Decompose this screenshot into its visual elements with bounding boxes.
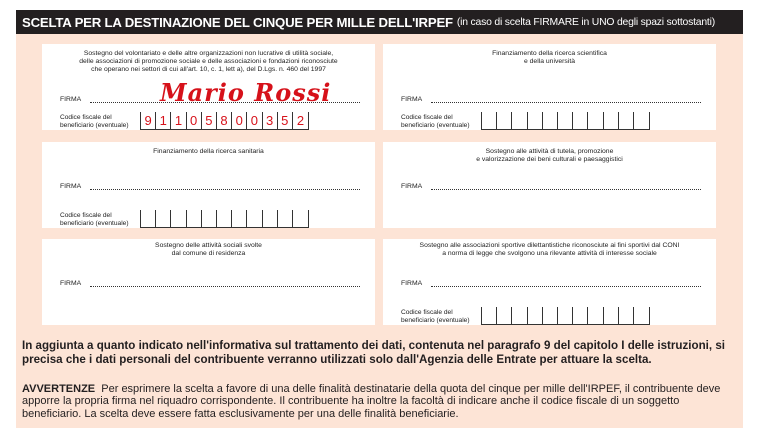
cf-digit-cell[interactable]: 1 bbox=[171, 112, 186, 130]
cf-digit-cell[interactable]: 3 bbox=[263, 112, 278, 130]
cf-digit-cell[interactable] bbox=[512, 112, 527, 130]
cf-digit-cell[interactable]: 1 bbox=[156, 112, 171, 130]
cf-digit-cell[interactable] bbox=[604, 112, 619, 130]
box-volontariato bbox=[42, 44, 375, 130]
signature-mario-rossi: Mario Rossi bbox=[160, 78, 332, 107]
box-sportive bbox=[383, 239, 716, 325]
firma-signature-field[interactable] bbox=[90, 286, 360, 287]
cf-label bbox=[401, 309, 470, 325]
cf-digit-cell[interactable] bbox=[293, 210, 308, 228]
cf-digit-cell[interactable]: 5 bbox=[202, 112, 217, 130]
firma-label: FIRMA bbox=[401, 183, 423, 190]
title-line: e della università bbox=[523, 58, 575, 66]
firma-signature-field[interactable] bbox=[431, 189, 701, 190]
firma-signature-field[interactable] bbox=[431, 286, 701, 287]
cf-label-line2: beneficiario (eventuale) bbox=[60, 121, 129, 129]
firma-label: FIRMA bbox=[401, 280, 423, 287]
box-attivita-sociali bbox=[42, 239, 375, 325]
box-ricerca-sanitaria-title bbox=[42, 148, 375, 156]
title-line: e valorizzazione dei beni culturali e paesaggistici bbox=[476, 156, 623, 164]
cf-label-line1: Codice fiscale del bbox=[401, 309, 453, 316]
cf-label-line2: beneficiario (eventuale) bbox=[401, 316, 470, 324]
title-line: delle associazioni di promozione sociale e delle associazioni e fondazioni riconosciute bbox=[79, 58, 338, 66]
cf-digit-cell[interactable] bbox=[558, 307, 573, 325]
cf-digit-cell[interactable] bbox=[543, 307, 558, 325]
cf-digit-cell[interactable] bbox=[619, 307, 634, 325]
box-ricerca-sanitaria bbox=[42, 142, 375, 228]
cf-digit-cell[interactable] bbox=[171, 210, 186, 228]
box-beni-culturali bbox=[383, 142, 716, 228]
cf-digit-cell[interactable] bbox=[278, 210, 293, 228]
form-header bbox=[16, 10, 743, 34]
cf-digit-cell[interactable] bbox=[634, 112, 649, 130]
cf-digit-cell[interactable] bbox=[528, 112, 543, 130]
cf-digit-cell[interactable] bbox=[634, 307, 649, 325]
cf-digit-cell[interactable] bbox=[543, 112, 558, 130]
cf-digit-cell[interactable] bbox=[604, 307, 619, 325]
title-line: Sostegno alle attività di tutela, promozione bbox=[485, 148, 614, 155]
cf-digit-cell[interactable] bbox=[202, 210, 217, 228]
title-line: Sostegno del volontariato e delle altre organizzazioni non lucrative di utilità sociale, bbox=[83, 50, 334, 57]
cf-digit-cell[interactable]: 5 bbox=[278, 112, 293, 130]
form-page bbox=[16, 10, 743, 428]
cf-digit-cell[interactable] bbox=[187, 210, 202, 228]
cf-digit-cell[interactable] bbox=[512, 307, 527, 325]
cf-label bbox=[60, 212, 129, 228]
privacy-note: In aggiunta a quanto indicato nell'informativa sul trattamento dei dati, contenuta nel paragrafo 9 del capitolo I delle istruzioni, si precisa che i dati personali del contribuente verranno utilizzati solo dall'Agenzia delle Entrate per attuare la scelta. bbox=[22, 339, 725, 366]
box-ricerca-scientifica-title bbox=[383, 50, 716, 66]
cf-digit-cell[interactable] bbox=[141, 210, 156, 228]
box-attivita-sociali-title bbox=[42, 242, 375, 258]
firma-label: FIRMA bbox=[60, 96, 82, 103]
cf-digit-cell[interactable] bbox=[497, 307, 512, 325]
title-line: Finanziamento della ricerca scientifica bbox=[492, 50, 607, 57]
cf-label-line2: beneficiario (eventuale) bbox=[401, 121, 470, 129]
codice-fiscale-input[interactable] bbox=[140, 210, 309, 228]
firma-signature-field[interactable] bbox=[90, 189, 360, 190]
title-line: Sostegno alle associazioni sportive dilettantistiche riconosciute ai fini sportivi dal CONI bbox=[419, 242, 680, 249]
cf-digit-cell[interactable] bbox=[482, 112, 497, 130]
box-sportive-title bbox=[383, 242, 716, 258]
cf-digit-cell[interactable] bbox=[482, 307, 497, 325]
cf-digit-cell[interactable]: 0 bbox=[247, 112, 262, 130]
cf-label bbox=[401, 114, 470, 130]
cf-label bbox=[60, 114, 129, 130]
cf-digit-cell[interactable] bbox=[497, 112, 512, 130]
codice-fiscale-input[interactable] bbox=[481, 112, 650, 130]
title-line: Sostegno delle attività sociali svolte bbox=[155, 242, 262, 249]
warning-note bbox=[22, 383, 737, 420]
title-line: che operano nei settori di cui all'art. 10, c. 1, lett a), del D.Lgs. n. 460 del 1997 bbox=[91, 66, 326, 74]
cf-label-line1: Codice fiscale del bbox=[60, 114, 112, 121]
box-beni-culturali-title bbox=[383, 148, 716, 164]
cf-digit-cell[interactable] bbox=[588, 307, 603, 325]
cf-label-line1: Codice fiscale del bbox=[60, 212, 112, 219]
warning-text: Per esprimere la scelta a favore di una delle finalità destinatarie della quota del cinque per mille dell'IRPEF, il contribuente deve apporre la propria firma nel riquadro corrispondente. Il contribuente ha inoltre la facoltà di indicare anche il codice fiscale di un soggetto beneficiario. La scelta deve essere fatta esclusivamente per una delle finalità beneficiarie. bbox=[22, 383, 721, 420]
cf-digit-cell[interactable]: 8 bbox=[217, 112, 232, 130]
cf-label-line2: beneficiario (eventuale) bbox=[60, 219, 129, 227]
header-title: SCELTA PER LA DESTINAZIONE DEL CINQUE PER MILLE DELL'IRPEF bbox=[22, 14, 453, 30]
cf-digit-cell[interactable] bbox=[588, 112, 603, 130]
cf-digit-cell[interactable]: 2 bbox=[296, 113, 305, 128]
firma-signature-field[interactable] bbox=[431, 102, 701, 103]
title-line: a norma di legge che svolgono una rilevante attività di interesse sociale bbox=[442, 250, 657, 258]
cf-digit-cell[interactable]: 0 bbox=[187, 112, 202, 130]
firma-label: FIRMA bbox=[401, 96, 423, 103]
firma-label: FIRMA bbox=[60, 280, 82, 287]
cf-digit-cell[interactable]: 9 bbox=[141, 112, 156, 130]
cf-digit-cell[interactable]: 0 bbox=[232, 112, 247, 130]
warning-label: AVVERTENZE bbox=[22, 383, 96, 395]
firma-label: FIRMA bbox=[60, 183, 82, 190]
cf-digit-cell[interactable] bbox=[573, 307, 588, 325]
title-line: Finanziamento della ricerca sanitaria bbox=[153, 148, 264, 155]
cf-digit-cell[interactable] bbox=[558, 112, 573, 130]
cf-digit-cell[interactable] bbox=[263, 210, 278, 228]
box-volontariato-title bbox=[42, 50, 375, 75]
cf-digit-cell[interactable] bbox=[528, 307, 543, 325]
codice-fiscale-input[interactable] bbox=[481, 307, 650, 325]
codice-fiscale-input[interactable] bbox=[140, 112, 309, 130]
cf-digit-cell[interactable] bbox=[619, 112, 634, 130]
cf-label-line1: Codice fiscale del bbox=[401, 114, 453, 121]
cf-digit-cell[interactable] bbox=[573, 112, 588, 130]
header-subtitle: (in caso di scelta FIRMARE in UNO degli spazi sottostanti) bbox=[456, 16, 715, 28]
cf-digit-cell[interactable] bbox=[156, 210, 171, 228]
box-ricerca-scientifica bbox=[383, 44, 716, 130]
cf-digit-cell[interactable] bbox=[232, 210, 247, 228]
title-line: dal comune di residenza bbox=[171, 250, 246, 258]
cf-digit-cell[interactable] bbox=[217, 210, 232, 228]
cf-digit-cell[interactable] bbox=[247, 210, 262, 228]
